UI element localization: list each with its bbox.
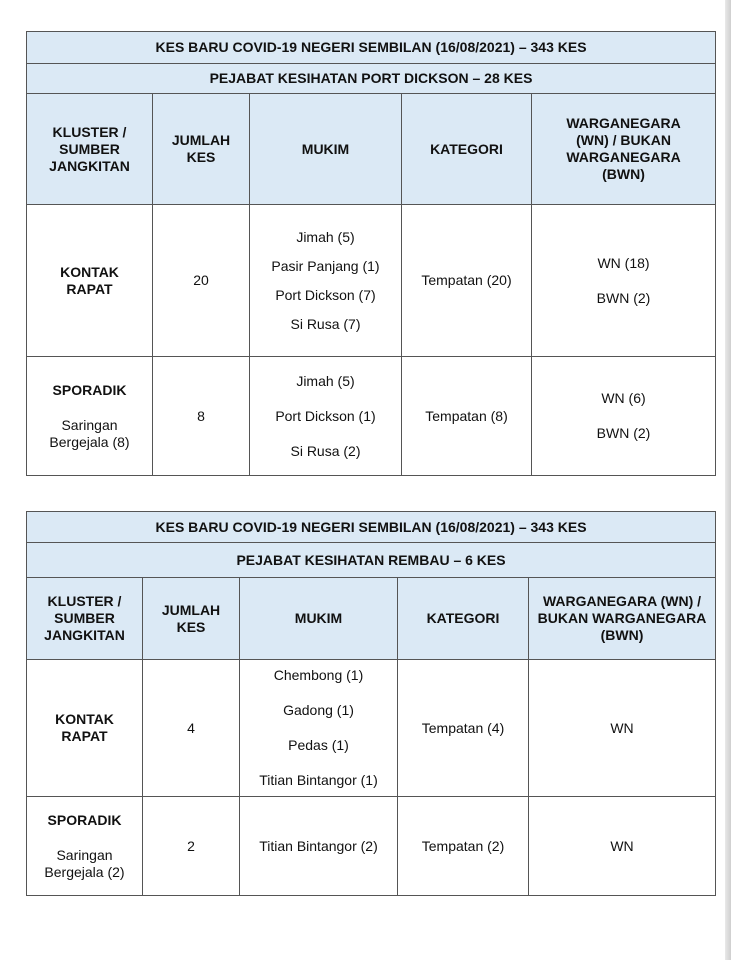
citizen-item: WN <box>610 837 634 854</box>
citizen-item: WN (18) <box>597 254 650 271</box>
citizen-item: WN <box>610 719 634 736</box>
mukim-item: Titian Bintangor (2) <box>259 837 378 854</box>
cluster-sub: Saringan Bergejala (2) <box>44 846 125 880</box>
table-title: KES BARU COVID-19 NEGERI SEMBILAN (16/08/2021) – 343 KES <box>27 512 716 543</box>
mukim-item: Port Dickson (1) <box>275 407 376 424</box>
mukim-item: Port Dickson (7) <box>275 286 376 303</box>
citizen-cell <box>529 797 716 896</box>
header-citizen: WARGANEGARA (WN) / BUKAN WARGANEGARA (BWN) <box>529 578 716 660</box>
mukim-item: Jimah (5) <box>296 228 355 245</box>
page-edge-shadow <box>725 0 731 960</box>
mukim-cell <box>240 660 398 797</box>
category-cell: Tempatan (8) <box>402 357 532 476</box>
mukim-cell <box>250 205 402 357</box>
office-title: PEJABAT KESIHATAN REMBAU – 6 KES <box>27 543 716 578</box>
mukim-item: Si Rusa (7) <box>290 315 361 332</box>
header-cluster: KLUSTER / SUMBER JANGKITAN <box>27 94 153 205</box>
cluster-cell <box>27 357 153 476</box>
total-cell: 4 <box>143 660 240 797</box>
header-total: JUMLAH KES <box>143 578 240 660</box>
cluster-cell: KONTAK RAPAT <box>27 660 143 797</box>
cases-table-port-dickson <box>26 31 716 476</box>
cluster-sub: Saringan Bergejala (8) <box>49 416 130 450</box>
header-citizen: WARGANEGARA (WN) / BUKAN WARGANEGARA (BWN) <box>532 94 716 205</box>
mukim-cell <box>250 357 402 476</box>
header-mukim: MUKIM <box>250 94 402 205</box>
cluster-cell <box>27 797 143 896</box>
total-cell: 2 <box>143 797 240 896</box>
mukim-item: Pedas (1) <box>288 737 349 753</box>
header-mukim: MUKIM <box>240 578 398 660</box>
mukim-item: Si Rusa (2) <box>290 442 361 459</box>
header-cluster: KLUSTER / SUMBER JANGKITAN <box>27 578 143 660</box>
mukim-item: Chembong (1) <box>273 667 364 683</box>
citizen-cell <box>532 205 716 357</box>
citizen-item: BWN (2) <box>596 425 651 441</box>
table-title: KES BARU COVID-19 NEGERI SEMBILAN (16/08/2021) – 343 KES <box>27 32 716 64</box>
citizen-item: WN (6) <box>601 390 646 406</box>
header-total: JUMLAH KES <box>153 94 250 205</box>
table-row <box>27 205 716 357</box>
category-cell: Tempatan (2) <box>398 797 529 896</box>
mukim-item: Gadong (1) <box>283 702 354 718</box>
cluster-name: SPORADIK <box>47 811 122 828</box>
header-category: KATEGORI <box>402 94 532 205</box>
category-cell: Tempatan (4) <box>398 660 529 797</box>
mukim-item: Titian Bintangor (1) <box>259 772 378 788</box>
cluster-name: SPORADIK <box>52 381 127 398</box>
citizen-item: BWN (2) <box>596 289 651 306</box>
total-cell: 20 <box>153 205 250 357</box>
mukim-item: Pasir Panjang (1) <box>271 257 380 274</box>
citizen-cell <box>529 660 716 797</box>
header-category: KATEGORI <box>398 578 529 660</box>
table-row <box>27 357 716 476</box>
cluster-cell: KONTAK RAPAT <box>27 205 153 357</box>
total-cell: 8 <box>153 357 250 476</box>
citizen-cell <box>532 357 716 476</box>
table-row <box>27 797 716 896</box>
cases-table-rembau <box>26 511 716 896</box>
office-title: PEJABAT KESIHATAN PORT DICKSON – 28 KES <box>27 64 716 94</box>
mukim-item: Jimah (5) <box>296 372 355 389</box>
mukim-cell <box>240 797 398 896</box>
table-row <box>27 660 716 797</box>
category-cell: Tempatan (20) <box>402 205 532 357</box>
